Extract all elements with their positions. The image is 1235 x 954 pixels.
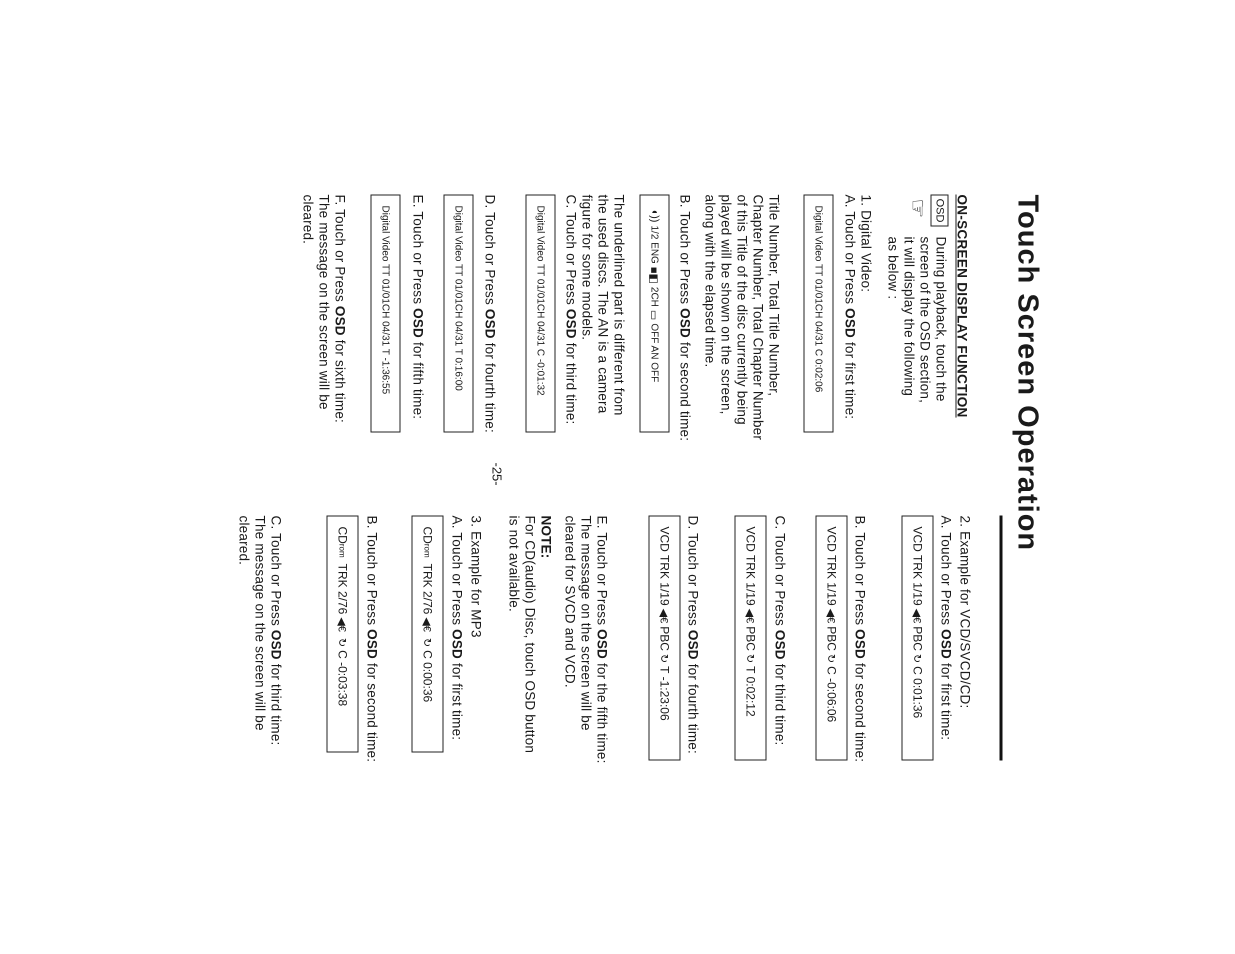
vcd-display-d: VCD TRK 1/19 ◀€ PBC ↻ T -1:23:06 — [648, 515, 680, 760]
repeat-icon: ↻ — [420, 637, 433, 647]
intro-line: During playback, touch the — [933, 236, 948, 402]
vcd-display-b: VCD TRK 1/19 ◀€ PBC ↻ C -0:06:06 — [815, 515, 847, 760]
repeat-icon: ↻ — [335, 637, 348, 647]
dv-desc-line: of this Title of the disc currently being — [734, 194, 749, 425]
vcd-e-line: cleared for SVCD and VCD. — [562, 515, 577, 688]
dv-note-line: The underlined part is different from — [611, 194, 626, 416]
dv-step-f: F. Touch or Press OSD for sixth time: — [332, 194, 347, 423]
repeat-icon: ↻ — [910, 653, 923, 663]
mp3-heading: 3. Example for MP3 — [468, 515, 483, 638]
repeat-icon: ↻ — [743, 653, 756, 663]
speaker-icon: ◀€ — [657, 608, 670, 623]
dv-note-line: figure for some models. — [579, 194, 594, 340]
vcd-step-d: D. Touch or Press OSD for fourth time: — [685, 515, 700, 754]
dv-desc-line: along with the elapsed time. — [702, 194, 717, 367]
vcd-heading: 2. Example for VCD/SVCD/CD: — [957, 515, 972, 708]
vcd-step-a: A. Touch or Press OSD for first time: — [938, 515, 953, 740]
mp3-c-line: cleared. — [236, 515, 251, 565]
dv-desc-line: Chapter Number, Total Chapter Number — [750, 194, 765, 440]
dv-display-e: Digital Video TT 01/01CH 04/31 T -1:36:55 — [370, 194, 400, 432]
pointing-hand-icon: ☞ — [905, 198, 930, 218]
mp3-step-a: A. Touch or Press OSD for first time: — [449, 515, 464, 740]
dv-f-line: The message on the screen will be — [316, 194, 331, 410]
speaker-icon: ◀€ — [910, 608, 923, 623]
vcd-display-a: VCD TRK 1/19 ◀€ PBC ↻ C 0:01:36 — [901, 515, 933, 760]
vcd-step-b: B. Touch or Press OSD for second time: — [852, 515, 867, 762]
page-number: -25- — [489, 462, 504, 486]
intro-line: it will display the following — [901, 236, 916, 396]
repeat-icon: ↻ — [657, 653, 670, 663]
note-line: is not available. — [506, 515, 521, 612]
speaker-icon: ◀€ — [743, 608, 756, 623]
dv-step-d: D. Touch or Press OSD for fourth time: — [482, 194, 497, 433]
page-title: Touch Screen Operation — [1011, 194, 1043, 551]
speaker-icon: ◀€ — [335, 616, 348, 632]
speaker-icon: ◖)) — [648, 208, 660, 222]
vcd-display-c: VCD TRK 1/19 ◀€ PBC ↻ T 0:02:12 — [734, 515, 766, 760]
dv-display-a: Digital Video TT 01/01CH 04/31 C 0:02:06 — [803, 194, 833, 432]
intro-line: as below : — [885, 236, 900, 299]
vcd-step-c: C. Touch or Press OSD for third time: — [772, 515, 787, 745]
note-heading: NOTE: — [538, 515, 553, 558]
dv-note-line: the used discs. The AN is a camera — [595, 194, 610, 413]
mp3-step-c: C. Touch or Press OSD for third time: — [268, 515, 283, 745]
audio-channel-icon: ■◧ — [647, 266, 660, 284]
dv-display-b: ◖)) 1/2 ENG ■◧ 2CH ▭ OFF AN OFF — [639, 194, 669, 432]
dv-f-line: cleared. — [300, 194, 315, 244]
note-line: For CD(audio) Disc, touch OSD button — [522, 515, 537, 753]
osd-button-label: OSD — [930, 194, 948, 226]
mp3-display-b: CD rom TRK 2/76 ◀€ ↻ C -0:03:38 — [326, 515, 358, 752]
speaker-icon: ◀€ — [824, 608, 837, 623]
title-rule — [999, 515, 1002, 760]
dv-step-e: E. Touch or Press OSD for fifth time: — [410, 194, 425, 419]
dv-display-d: Digital Video TT 01/01CH 04/31 T 0:16:00 — [443, 194, 473, 432]
vcd-e-line: The message on the screen will be — [578, 515, 593, 731]
mp3-display-a: CD rom TRK 2/76 ◀€ ↻ C 0:00:36 — [411, 515, 443, 752]
dv-display-c: Digital Video TT 01/01CH 04/31 C -0:01:32 — [525, 194, 555, 432]
dv-desc-line: Title Number, Total Title Number, — [766, 194, 781, 396]
dv-step-b: B. Touch or Press OSD for second time: — [677, 194, 692, 441]
mp3-c-line: The message on the screen will be — [252, 515, 267, 731]
speaker-icon: ◀€ — [420, 616, 433, 632]
dv-step-c: C. Touch or Press OSD for third time: — [563, 194, 578, 424]
subtitle-icon: ▭ — [647, 309, 660, 320]
dv-heading: 1. Digital Video: — [858, 194, 873, 292]
dv-step-a: A. Touch or Press OSD for first time: — [842, 194, 857, 419]
section-heading: ON-SCREEN DISPLAY FUNCTION — [954, 194, 969, 418]
dv-desc-line: played will be shown on the screen, — [718, 194, 733, 415]
mp3-step-b: B. Touch or Press OSD for second time: — [364, 515, 379, 762]
repeat-icon: ↻ — [824, 653, 837, 663]
vcd-step-e: E. Touch or Press OSD for the fifth time: — [594, 515, 609, 764]
intro-line: screen of the OSD section, — [917, 236, 932, 403]
